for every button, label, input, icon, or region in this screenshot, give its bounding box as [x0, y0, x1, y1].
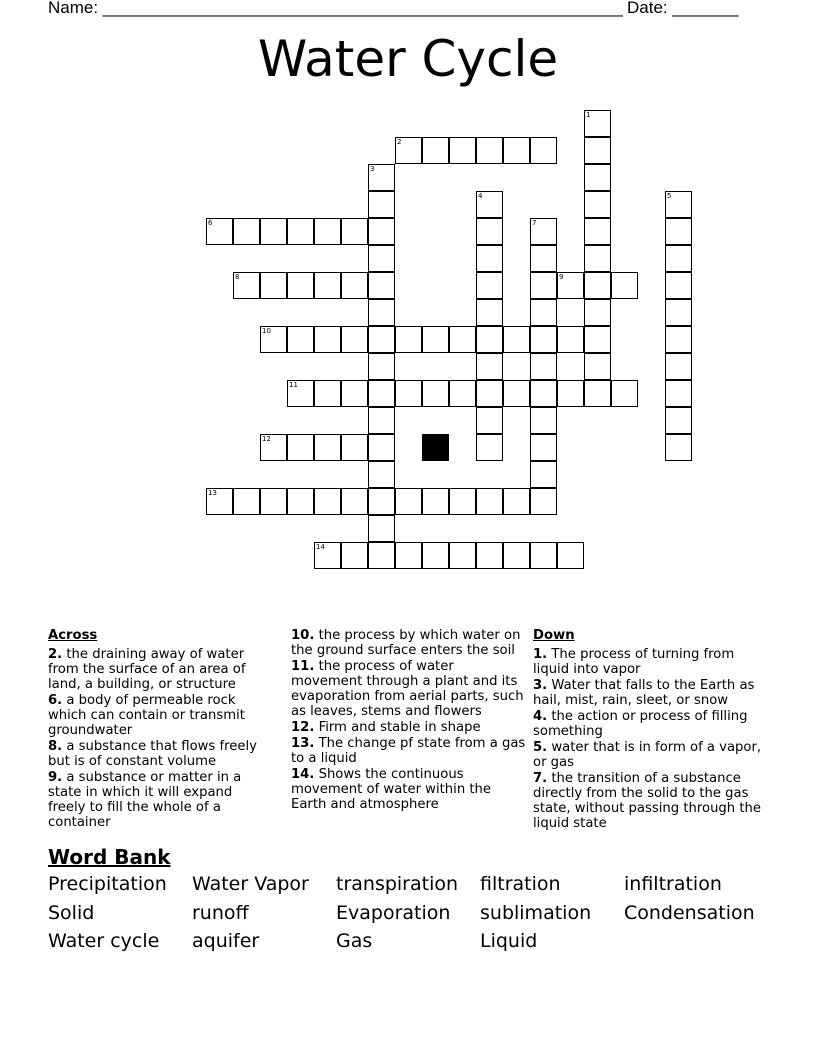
grid-cell[interactable] — [611, 272, 638, 299]
grid-cell[interactable] — [584, 137, 611, 164]
grid-cell[interactable] — [233, 218, 260, 245]
name-field-label: Name: _______________________________________________________ — [48, 0, 623, 17]
down-clues-column — [533, 628, 773, 832]
grid-cell[interactable] — [530, 299, 557, 326]
grid-cell[interactable] — [368, 542, 395, 569]
grid-cell[interactable] — [314, 218, 341, 245]
grid-cell[interactable] — [287, 434, 314, 461]
grid-cell[interactable] — [341, 218, 368, 245]
grid-cell[interactable] — [368, 272, 395, 299]
grid-cell[interactable] — [260, 434, 287, 461]
clue-number: 12 — [262, 435, 271, 443]
grid-cell[interactable] — [503, 137, 530, 164]
grid-cell[interactable] — [287, 488, 314, 515]
grid-cell[interactable] — [584, 326, 611, 353]
clue-text: a substance or matter in a state in which it will expand freely to fill the whole of a container — [48, 770, 242, 830]
clue-number: 8 — [235, 273, 240, 281]
grid-cell[interactable] — [260, 488, 287, 515]
clue-number-label: 11. — [291, 659, 315, 674]
grid-cell[interactable] — [476, 380, 503, 407]
grid-cell[interactable] — [449, 542, 476, 569]
grid-cell[interactable] — [422, 542, 449, 569]
grid-cell[interactable] — [584, 299, 611, 326]
grid-cell[interactable] — [476, 488, 503, 515]
clue-number-label: 6. — [48, 693, 63, 708]
across-clue — [291, 720, 527, 735]
across-clue — [291, 659, 527, 719]
word-bank-item: Solid — [48, 901, 95, 924]
grid-cell[interactable] — [584, 272, 611, 299]
clue-number-label: 1. — [533, 647, 548, 662]
grid-cell[interactable] — [233, 272, 260, 299]
word-bank-item: filtration — [480, 873, 561, 895]
down-clue — [533, 647, 773, 677]
word-bank-item: runoff — [192, 901, 249, 924]
grid-cell[interactable] — [395, 137, 422, 164]
across-clue — [48, 647, 273, 692]
word-bank-item: Water cycle — [48, 930, 160, 952]
grid-cell[interactable] — [665, 380, 692, 407]
grid-cell[interactable] — [530, 218, 557, 245]
clue-number: 13 — [208, 489, 217, 497]
grid-cell[interactable] — [476, 326, 503, 353]
grid-cell[interactable] — [368, 434, 395, 461]
grid-cell[interactable] — [368, 380, 395, 407]
grid-cell[interactable] — [476, 245, 503, 272]
clue-number: 10 — [262, 327, 271, 335]
clue-number: 1 — [586, 111, 591, 119]
grid-cell[interactable] — [449, 137, 476, 164]
grid-cell[interactable] — [314, 488, 341, 515]
grid-cell[interactable] — [287, 272, 314, 299]
clue-number-label: 7. — [533, 771, 548, 786]
clue-text: the process of water movement through a plant and its evaporation from aerial parts, such as leaves, stems and flowers — [291, 659, 524, 719]
word-bank-item: aquifer — [192, 930, 260, 952]
grid-cell[interactable] — [665, 407, 692, 434]
across-clues-column-2 — [291, 628, 527, 813]
clue-text: the process by which water on the ground surface enters the soil — [291, 628, 521, 658]
grid-cell[interactable] — [287, 380, 314, 407]
clue-number-label: 5. — [533, 740, 548, 755]
grid-cell[interactable] — [314, 272, 341, 299]
grid-cell[interactable] — [422, 326, 449, 353]
grid-cell[interactable] — [314, 326, 341, 353]
grid-cell-blocked — [422, 434, 449, 461]
grid-cell[interactable] — [584, 218, 611, 245]
grid-cell[interactable] — [584, 353, 611, 380]
grid-cell[interactable] — [530, 137, 557, 164]
grid-cell[interactable] — [530, 245, 557, 272]
date-field-label: Date: _______ — [627, 0, 739, 17]
word-bank-item: Condensation — [624, 901, 755, 924]
clue-number: 14 — [316, 543, 325, 551]
grid-cell[interactable] — [530, 542, 557, 569]
grid-cell[interactable] — [530, 380, 557, 407]
grid-cell[interactable] — [476, 218, 503, 245]
grid-cell[interactable] — [665, 353, 692, 380]
clue-number: 3 — [370, 165, 375, 173]
grid-cell[interactable] — [530, 272, 557, 299]
grid-cell[interactable] — [233, 488, 260, 515]
grid-cell[interactable] — [314, 380, 341, 407]
grid-cell[interactable] — [368, 326, 395, 353]
grid-cell[interactable] — [449, 488, 476, 515]
grid-cell[interactable] — [341, 434, 368, 461]
grid-cell[interactable] — [611, 380, 638, 407]
clue-text: the draining away of water from the surface of an area of land, a building, or structure — [48, 647, 246, 692]
clue-text: The process of turning from liquid into vapor — [533, 647, 735, 677]
grid-cell[interactable] — [341, 380, 368, 407]
word-bank-item: Evaporation — [336, 901, 451, 924]
grid-cell[interactable] — [476, 542, 503, 569]
grid-cell[interactable] — [449, 326, 476, 353]
grid-cell[interactable] — [665, 434, 692, 461]
grid-cell[interactable] — [341, 272, 368, 299]
grid-cell[interactable] — [584, 191, 611, 218]
grid-cell[interactable] — [422, 137, 449, 164]
clue-text: a body of permeable rock which can contain or transmit groundwater — [48, 693, 245, 738]
grid-cell[interactable] — [665, 191, 692, 218]
word-bank-item: transpiration — [336, 873, 459, 895]
clue-number-label: 14. — [291, 767, 315, 782]
grid-cell[interactable] — [476, 299, 503, 326]
across-clue — [48, 739, 273, 769]
grid-cell[interactable] — [368, 245, 395, 272]
grid-cell[interactable] — [368, 299, 395, 326]
grid-cell[interactable] — [287, 218, 314, 245]
grid-cell[interactable] — [476, 137, 503, 164]
grid-cell[interactable] — [476, 191, 503, 218]
clue-number: 4 — [478, 192, 483, 200]
clue-number: 7 — [532, 219, 537, 227]
grid-cell[interactable] — [665, 272, 692, 299]
clue-text: the transition of a substance directly from the solid to the gas state, without passing through the liquid state — [533, 771, 761, 831]
clue-text: a substance that flows freely but is of constant volume — [48, 739, 257, 769]
across-clue — [291, 736, 527, 766]
across-clue — [48, 693, 273, 738]
grid-cell[interactable] — [368, 461, 395, 488]
clue-number-label: 8. — [48, 739, 63, 754]
grid-cell[interactable] — [584, 380, 611, 407]
grid-cell[interactable] — [449, 380, 476, 407]
grid-cell[interactable] — [665, 245, 692, 272]
word-bank-title: Word Bank — [48, 845, 171, 869]
grid-cell[interactable] — [503, 488, 530, 515]
grid-cell[interactable] — [503, 326, 530, 353]
clue-number: 9 — [559, 273, 564, 281]
clue-number-label: 12. — [291, 720, 315, 735]
grid-cell[interactable] — [368, 407, 395, 434]
across-clue — [291, 628, 527, 658]
grid-cell[interactable] — [557, 326, 584, 353]
grid-cell[interactable] — [476, 272, 503, 299]
grid-cell[interactable] — [368, 218, 395, 245]
grid-cell[interactable] — [260, 326, 287, 353]
word-bank-item: Water Vapor — [192, 873, 309, 895]
clue-number: 2 — [397, 138, 402, 146]
clue-number-label: 4. — [533, 709, 548, 724]
word-bank-item: Gas — [336, 930, 373, 952]
down-clue — [533, 771, 773, 831]
grid-cell[interactable] — [368, 191, 395, 218]
grid-cell[interactable] — [530, 326, 557, 353]
grid-cell[interactable] — [530, 353, 557, 380]
page-title: Water Cycle — [257, 30, 559, 88]
clue-text: the action or process of filling something — [533, 709, 748, 739]
grid-cell[interactable] — [476, 434, 503, 461]
grid-cell[interactable] — [341, 326, 368, 353]
across-clues-column-1 — [48, 628, 273, 831]
across-clue — [48, 770, 273, 830]
grid-cell[interactable] — [260, 218, 287, 245]
grid-cell[interactable] — [476, 407, 503, 434]
word-bank-item: Precipitation — [48, 873, 167, 895]
clue-number-label: 9. — [48, 770, 63, 785]
grid-cell[interactable] — [206, 218, 233, 245]
grid-cell[interactable] — [422, 488, 449, 515]
grid-cell[interactable] — [503, 542, 530, 569]
clue-text: Water that falls to the Earth as hail, mist, rain, sleet, or snow — [533, 678, 755, 708]
grid-cell[interactable] — [395, 488, 422, 515]
grid-cell[interactable] — [665, 218, 692, 245]
clue-number-label: 10. — [291, 628, 315, 643]
word-bank-item: Liquid — [480, 930, 538, 952]
grid-cell[interactable] — [557, 272, 584, 299]
clue-number: 11 — [289, 381, 298, 389]
grid-cell[interactable] — [395, 326, 422, 353]
grid-cell[interactable] — [368, 488, 395, 515]
grid-cell[interactable] — [584, 110, 611, 137]
down-clue — [533, 709, 773, 739]
down-heading: Down — [533, 628, 575, 643]
grid-cell[interactable] — [530, 488, 557, 515]
grid-cell[interactable] — [368, 353, 395, 380]
clue-text: water that is in form of a vapor, or gas — [533, 740, 762, 770]
grid-cell[interactable] — [368, 515, 395, 542]
grid-cell[interactable] — [665, 326, 692, 353]
grid-cell[interactable] — [206, 488, 233, 515]
grid-cell[interactable] — [260, 272, 287, 299]
clue-number-label: 3. — [533, 678, 548, 693]
grid-cell[interactable] — [395, 542, 422, 569]
word-bank-item: infiltration — [624, 873, 722, 895]
grid-cell[interactable] — [341, 542, 368, 569]
across-clue — [291, 767, 527, 812]
word-bank-item: sublimation — [480, 901, 592, 924]
grid-cell[interactable] — [395, 380, 422, 407]
grid-cell[interactable] — [422, 380, 449, 407]
clue-number: 6 — [208, 219, 213, 227]
grid-cell[interactable] — [584, 164, 611, 191]
grid-cell[interactable] — [314, 434, 341, 461]
grid-cell[interactable] — [530, 434, 557, 461]
clue-text: Shows the continuous movement of water within the Earth and atmosphere — [291, 767, 492, 812]
grid-cell[interactable] — [584, 245, 611, 272]
grid-cell[interactable] — [287, 326, 314, 353]
grid-cell[interactable] — [368, 164, 395, 191]
grid-cell[interactable] — [530, 407, 557, 434]
grid-cell[interactable] — [557, 380, 584, 407]
clue-text: Firm and stable in shape — [314, 720, 481, 735]
across-heading: Across — [48, 628, 98, 643]
grid-cell[interactable] — [476, 353, 503, 380]
grid-cell[interactable] — [314, 542, 341, 569]
clue-text: The change pf state from a gas to a liquid — [291, 736, 526, 766]
down-clue — [533, 678, 773, 708]
grid-cell[interactable] — [341, 488, 368, 515]
grid-cell[interactable] — [665, 299, 692, 326]
clue-number: 5 — [667, 192, 672, 200]
clue-number-label: 2. — [48, 647, 63, 662]
grid-cell[interactable] — [557, 542, 584, 569]
clue-number-label: 13. — [291, 736, 315, 751]
grid-cell[interactable] — [530, 461, 557, 488]
grid-cell[interactable] — [503, 380, 530, 407]
down-clue — [533, 740, 773, 770]
